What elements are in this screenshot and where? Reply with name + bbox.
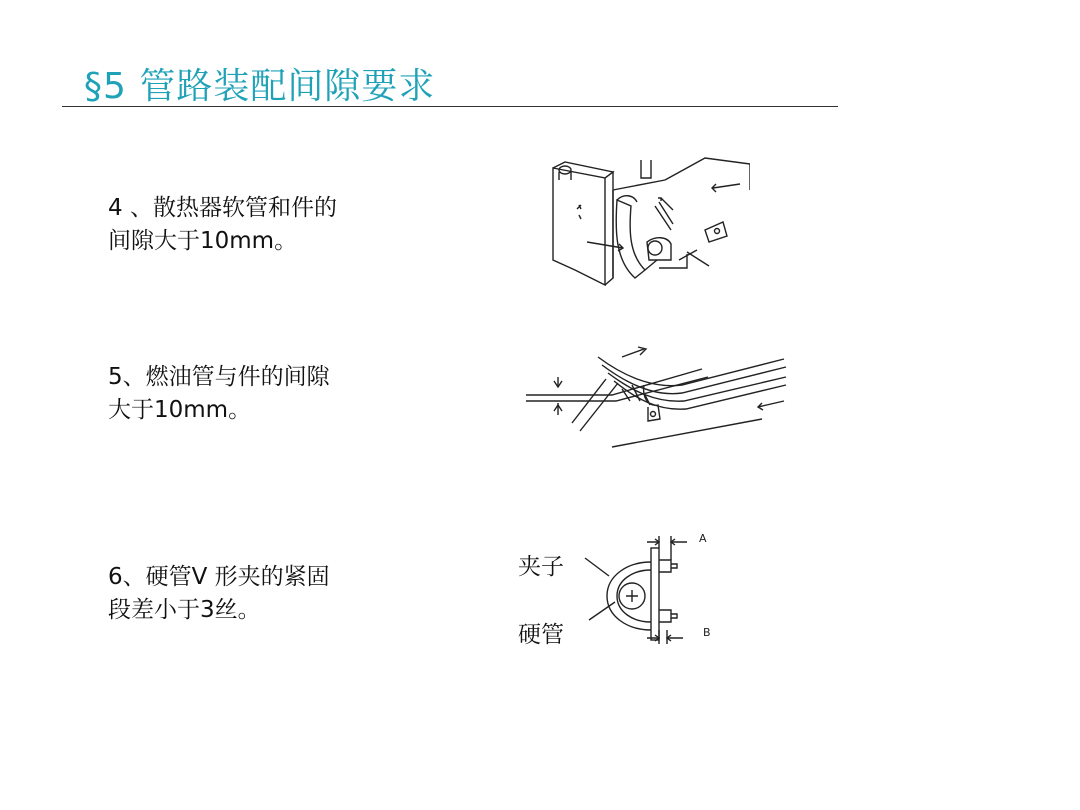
dim-label-b: B — [703, 626, 711, 639]
dim-label-a: A — [699, 532, 707, 545]
requirement-5 — [108, 361, 408, 427]
requirement-4 — [108, 192, 408, 258]
fuel-pipe-diagram — [522, 345, 792, 457]
title-underline — [62, 106, 838, 107]
requirement-4-line2: 间隙大于10mm。 — [108, 228, 298, 254]
requirement-6-line2: 段差小于3丝。 — [108, 597, 261, 623]
requirement-5-line1: 5、燃油管与件的间隙 — [108, 364, 330, 390]
slide-title: §5 管路装配间隙要求 — [84, 66, 436, 107]
requirement-5-line2: 大于10mm。 — [108, 397, 252, 423]
label-rigid-pipe: 硬管 — [518, 622, 564, 648]
requirement-4-line1: 4 、散热器软管和件的 — [108, 195, 337, 221]
label-clip: 夹子 — [518, 554, 564, 580]
v-clip-diagram — [575, 528, 725, 650]
requirement-6-line1: 6、硬管V 形夹的紧固 — [108, 564, 330, 590]
radiator-hose-diagram — [545, 150, 750, 290]
requirement-6 — [108, 561, 408, 627]
